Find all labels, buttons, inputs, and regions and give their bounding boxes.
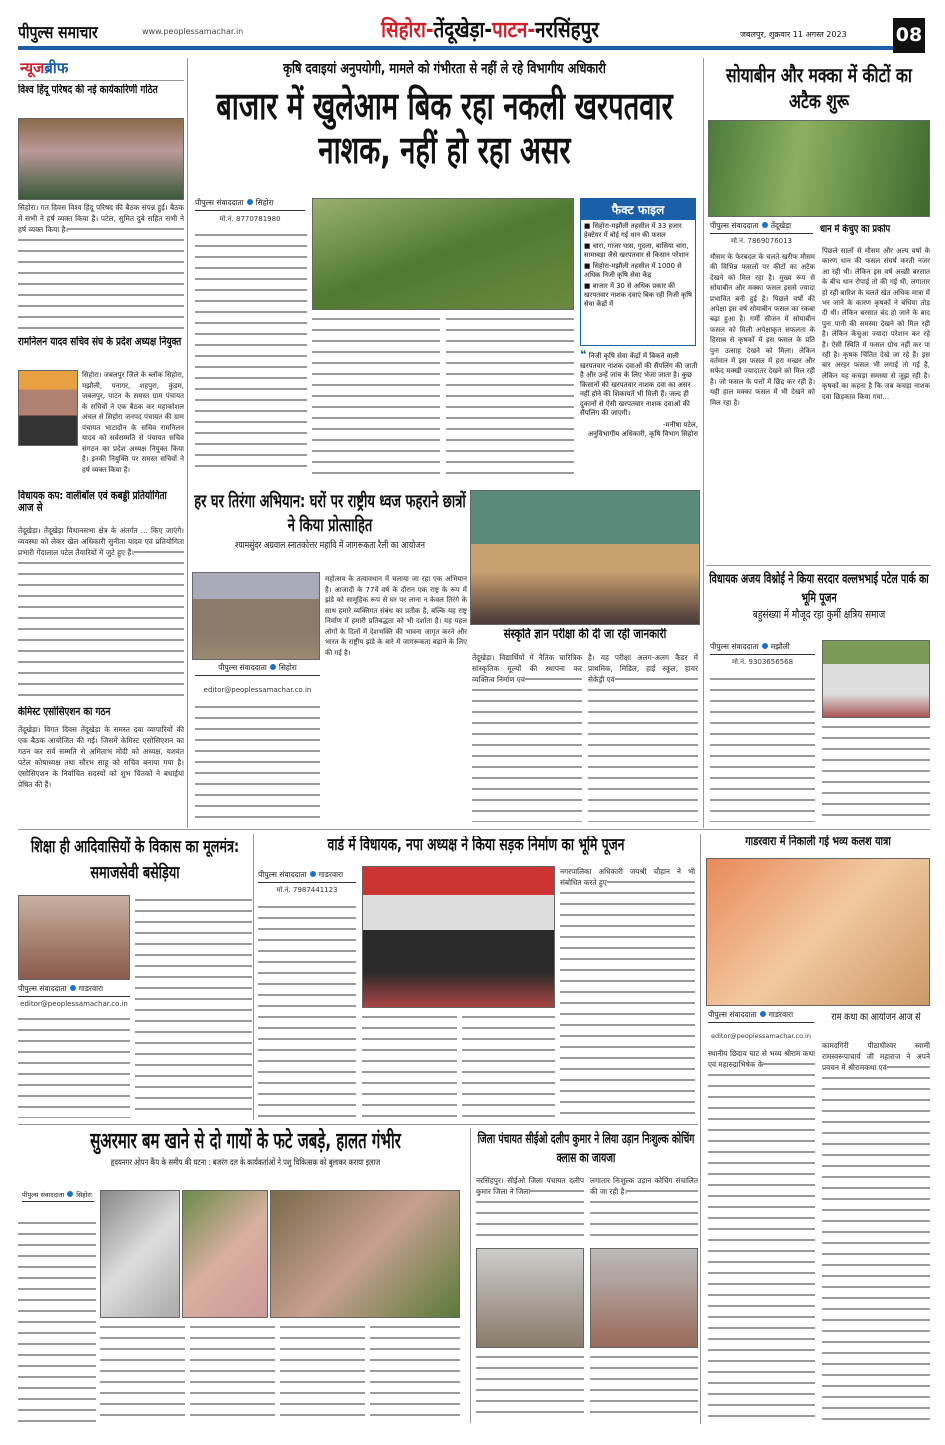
brief-text: तेंदूखेड़ा। तेंदूखेड़ा विधानसभा क्षेत्र के अंतर्गत ... किए जाएंगे। व्यवस्था को लेकर खेल अधिकारी सुनीता यादव एवं प्रतियोगिता प्रभारी गेंदालाल पटेल तैयारियों में जुटे हुए हैं। xyxy=(18,525,184,703)
ward-headline: वार्ड में विधायक, नपा अध्यक्ष ने किया सड़क निर्माण का भूमि पूजन xyxy=(327,836,625,855)
edition-part: तेंदूखेड़ा- xyxy=(433,18,493,43)
dot-icon xyxy=(67,1191,73,1197)
cow-subheading: हृदयनगर ओपन कैंप के समीप की घटना : बजरंग दल के कार्यकर्ताओं ने पशु चिकित्सक को बुलाकर कराया इलाज xyxy=(110,1158,381,1168)
cow-text xyxy=(100,1322,185,1422)
divider xyxy=(470,1128,471,1423)
group-photo xyxy=(18,118,184,200)
classroom-photo xyxy=(470,490,700,625)
cow-headline: सुअरमार बम खाने से दो गायों के फटे जबड़े, हालत गंभीर xyxy=(90,1129,401,1154)
fact-item: ■ सिहोरा-मझौली तहसील में 1000 से अधिक निजी कृषि सेवा केंद्र xyxy=(584,262,682,279)
lead-headline: बाजार में खुलेआम बिक रहा नकली खरपतवार नाशक, नहीं हो रहा असर xyxy=(216,83,673,172)
mobile-number: मो.नं. 9303656568 xyxy=(731,658,794,666)
ceo-headline: जिला पंचायत सीईओ दलीप कुमार ने लिया उड़ान निःशुल्क कोचिंग क्लास का जायजा xyxy=(477,1132,695,1166)
email: editor@peoplessamachar.co.in xyxy=(203,686,312,694)
byline: पीपुल्स संवाददाता गाडरवारा xyxy=(708,1010,814,1023)
brief-headline: केमिस्ट एसोसिएशन का गठन xyxy=(18,706,111,718)
kalash-yatra-photo xyxy=(706,858,930,1006)
ceo-text: नरसिंहपुर। सीईओ जिला पंचायत दलीप कुमार जिला ने जिला xyxy=(476,1175,584,1245)
cow-text xyxy=(190,1322,275,1422)
page-number: 08 xyxy=(893,18,925,53)
edition-part: नरसिंहपुर xyxy=(535,18,599,43)
soy-text: पिछले सालों से मौसम और अल्प वर्षा के कारण धान की फसल संघर्ष करती नजर आ रही थी। लेकिन इस वर्ष अच्छी बरसात के बीच धान रोपाई तो की गई थी, लगातार हो रही बारिश के चलते खेत अधिक मात्रा में भर जाने के कारण कृषकों ने बंधिया तोड़ दी थी। लेकिन बरसात बंद हो जाने के बाद पुनः पानी की समस्या देखने को मिल रही है। लेकिन केंचुआ ज्यादा परेशान कर रहे हैं। ऐसी स्थिति में फसल ग्रोथ नहीं कर पा रही है। कृषक चिंतित देखे जा रहे हैं। इस बार अरहर फसल भी लगाई तो गई है, लेकिन यह कचड़ा समस्या से जूझ रही है। कृषकों का कहना है कि जब कचड़ा नाशक दवा छिड़काव किया गया... xyxy=(822,247,930,401)
ward-text xyxy=(362,1012,457,1118)
shiksha-headline: शिक्षा ही आदिवासियों के विकास का मूलमंत्र: समाजसेवी बसेड़िया xyxy=(30,837,240,883)
kalash-headline: गाडरवारा में निकाली गई भव्य कलश यात्रा xyxy=(745,835,891,848)
brief-headline: विधायक कप: वालीबॉल एवं कबड्डी प्रतियोगिता आज से xyxy=(18,490,167,515)
maize-field-photo xyxy=(708,120,930,217)
shiksha-text xyxy=(18,1014,130,1118)
byline: पीपुल्स संवाददाता मझौली xyxy=(710,642,815,655)
tiranga-text xyxy=(195,702,320,820)
official-quote: ❝ निजी कृषि सेवा केंद्रों में बिकने वाली खरपतवार नाशक दवाओं की सैंपलिंग की जाती है और उन्हें जांच के लिए भेजा जाता है। कुछ किसानों की खरपतवार नाशक दवा का असर नहीं होने की शिकायतें भी मिली हैं। जल्द ही दुकानों से ऐसी खरपतवार नाशक दवाओं की सैंपलिंग की जाएगी। xyxy=(580,348,698,417)
email: editor@peoplessamachar.co.in xyxy=(20,1000,128,1008)
edition-part: सिहोरा- xyxy=(381,18,434,43)
cow-text xyxy=(280,1322,365,1422)
ward-text xyxy=(462,1012,555,1118)
ward-text: नगरपालिका अधिकारी जयश्री चौहान ने भी संबोधित करते हुए xyxy=(560,866,695,1118)
divider xyxy=(703,58,704,828)
divider xyxy=(253,834,254,1120)
divider xyxy=(18,1124,698,1125)
ceo-text: लगातार निःशुल्क उड़ान कोचिंग संचालित की जा रही है। xyxy=(590,1175,698,1245)
fact-item: ■ बाजार में 30 से अधिक प्रकार की खरपतवार नाशक दवाएं बिक रही निजी कृषि सेवा केंद्रों में xyxy=(584,282,692,308)
patel-text xyxy=(822,722,930,822)
cow-heading-block xyxy=(18,1128,473,1169)
patel-text xyxy=(710,674,815,822)
byline: पीपुल्स संवाददाता सिहोरा xyxy=(22,1190,94,1202)
soy-text: मौसम के फेरबदल के चलते खरीफ मौसम की विभिन्न फसलों पर कीटों का अटैक देखने को मिल रहा है। मुख्य रूप से सोयाबीन और मक्का फसल इससे ज्यादा प्रभावित बनी हुई है। पिछले वर्षों की अपेक्षा इस वर्ष सोयाबीन फसल का रकबा बढ़ा हुआ है। गर्मी सीजन में सोयाबीन फसल को मिली अपेक्षाकृत सफलता के हिसाब से कृषकों में इस फसल के प्रति पुनः उत्साह देखने को मिला। लेकिन वर्तमान में इस फसल में हरा मच्छर और सफेद मक्खी ज्यादातर देखने को मिल रही है। जो फसल के पत्तों में छिद्र कर रही है। यही हाल मक्का फसल में भी देखने को मिल रहा है। xyxy=(710,253,815,407)
fact-item: ■ सिहोरा-मझौली तहसील में 33 हजार हेक्टेयर में बोई गई धान की फसल xyxy=(584,222,682,239)
ceo-text xyxy=(476,1352,584,1422)
sanskriti-text: तेंदूखेड़ा। विद्यार्थियों में नैतिक चारित्रिक सांस्कृतिक मूल्यों की स्थापना कर व्यक्तित्व निर्माण एवं xyxy=(472,652,582,822)
dot-icon xyxy=(70,985,76,991)
injured-cow-photo xyxy=(100,1190,180,1318)
fact-file-title: फैक्ट फाइल xyxy=(581,199,695,220)
quote-block xyxy=(580,350,698,440)
quote-icon: ❝ xyxy=(580,348,587,361)
ward-text xyxy=(258,902,356,1118)
fact-file-box xyxy=(580,198,696,346)
cow-text xyxy=(370,1322,460,1422)
divider xyxy=(18,829,930,830)
dot-icon xyxy=(762,222,768,228)
lead-text xyxy=(312,314,440,474)
portrait-photo xyxy=(18,370,78,446)
website-link[interactable]: www.peoplessamachar.in xyxy=(142,27,244,36)
news-brief-word: ब्रीफ xyxy=(44,59,69,77)
dot-icon xyxy=(762,643,768,649)
divider xyxy=(187,58,188,828)
soy-headline: सोयाबीन और मक्का में कीटों का अटैक शुरू xyxy=(726,63,912,113)
news-brief-word: न्यूज xyxy=(20,59,45,77)
header-rule xyxy=(18,46,893,50)
news-brief-label xyxy=(20,58,68,78)
tribal-event-photo xyxy=(18,895,130,980)
kalash-text: कामदगिरी पीठाधीश्वर स्वामी रामस्वरूपाचार्य जी महाराज ने अपने प्रवचन में श्रीरामकथा एवं xyxy=(822,1040,930,1423)
edition-part: पाटन- xyxy=(492,18,536,43)
divider xyxy=(706,565,931,566)
quote-author: -मनीषा पटेल, अनुविभागीय अधिकारी, कृषि विभाग सिहोरा xyxy=(587,420,698,438)
bhoomi-pujan-photo xyxy=(822,640,930,718)
kalash-text: स्थानीय छिदाव घाट से भव्य श्रीराम कथा एवं महारुद्राभिषेक के xyxy=(708,1048,815,1423)
brief-text: सिहोरा। गत दिवस विश्व हिंदू परिषद की बैठक संपन्न हुई। बैठक में सभी ने हर्ष व्यक्त किया है। पटेल, सुमित दुबे सहित सभी ने हर्ष व्यक्त किया है। xyxy=(18,202,184,334)
patel-heading-block xyxy=(706,570,932,621)
spraying-field-photo xyxy=(312,198,574,310)
brief-text: सिहोरा। जबलपुर जिले के ब्लॉक सिहोरा, मझौली, पनागर, शहपुरा, कुंडम, जबलपुर, पाटन के समस्त ग्राम पंचायत के सचिवों ने एक बैठक कर महाकोशल अंचल से सिहोरा जनपद पंचायत की ग्राम पंचायत भाटादौन के सचिव रामनिलन यादव को सर्वसम्मति से पंचायत सचिव संगठन का प्रदेश अध्यक्ष नियुक्त किया है। इनकी नियुक्ति पर समस्त सचिवों ने हर्ष व्यक्त किया है। xyxy=(82,371,184,474)
divider xyxy=(700,834,701,1424)
fact-item: ■ चारा, गाजर घास, गुदला, बासिया चारा, सामाबड़ा जैसे खरपतवार से किसान परेशान xyxy=(584,242,689,259)
edition-title xyxy=(330,14,650,44)
rally-photo xyxy=(192,572,320,660)
tiranga-heading-block xyxy=(190,490,470,552)
kalash-subheading: राम कथा का आयोजन आज से xyxy=(831,1012,921,1023)
coaching-class-photo xyxy=(590,1248,698,1348)
masthead-logo[interactable]: पीपुल्स समाचार xyxy=(18,23,98,43)
injured-cow-photo xyxy=(270,1190,460,1318)
email: editor@peoplessamachar.co.in xyxy=(711,1032,811,1040)
brief-headline: विश्व हिंदू परिषद की नई कार्यकारिणी गठित xyxy=(18,84,158,96)
issue-date: जबलपुर, शुक्रवार 11 अगस्त 2023 xyxy=(740,30,847,39)
byline: पीपुल्स संवाददाता सिहोरा xyxy=(195,198,305,211)
cow-text xyxy=(18,1218,96,1423)
patel-headline: विधायक अजय विश्नोई ने किया सरदार वल्लभभाई पटेल पार्क का भूमि पूजन xyxy=(709,572,929,606)
byline: पीपुल्स संवाददाता गाडरवारा xyxy=(18,984,130,997)
byline: पीपुल्स संवाददाता गाडरवारा xyxy=(258,870,356,883)
sanskriti-text: है। यह परीक्षा अलग-अलग कैडर में प्राथमिक, मिडिल, हाई स्कूल, हायर सेकेंड्री एवं xyxy=(588,652,698,822)
sanskriti-headline: संस्कृति ज्ञान परीक्षा की दी जा रही जानकारी xyxy=(503,628,667,642)
tiranga-subheading: श्यामसुंदर अग्रवाल स्नातकोत्तर महावि में जागरूकता रैली का आयोजन xyxy=(234,540,426,551)
lead-heading-block xyxy=(192,62,697,172)
byline: पीपुल्स संवाददाता तेंदूखेड़ा xyxy=(710,221,813,234)
mobile-number: मो.नं. 7987441123 xyxy=(276,886,338,894)
dot-icon xyxy=(760,1011,766,1017)
mobile-number: मो.नं. 7869076013 xyxy=(730,237,793,245)
brief-headline: रामनिलन यादव सचिव संघ के प्रदेश अध्यक्ष नियुक्त xyxy=(18,336,182,348)
road-pujan-photo xyxy=(362,866,555,1008)
tiranga-headline: हर घर तिरंगा अभियान: घरों पर राष्ट्रीय ध्वज फहराने छात्रों ने किया प्रोत्साहित xyxy=(194,491,466,536)
soy-subheading: धान में केंचुए का प्रकोप xyxy=(820,224,891,235)
brief-text: तेंदूखेड़ा। विगत दिवस तेंदूखेड़ा के समस्त दवा व्यापारियों की एक बैठक आयोजित की गई। जिसमें केमिस्ट एसोसिएशन का गठन कर सर्व सम्मति से अमिताभ मोदी को अध्यक्ष, यशवंत पटेल कोषाध्यक्ष तथा सौरभ साहू को सचिव बनाया गया है। एसोसिएशन के निर्वाचित सदस्यों को शुभ चिंतकों ने बधाईयां प्रेषित की हैं। xyxy=(18,725,184,789)
dot-icon xyxy=(270,664,276,670)
patel-subheading: बहुसंख्या में मौजूद रहा कुर्मी क्षत्रिय समाज xyxy=(752,608,886,621)
dot-icon xyxy=(247,199,253,205)
shiksha-text xyxy=(135,895,252,1118)
lead-text xyxy=(195,230,307,473)
mobile-number: मो.नं. 8770781980 xyxy=(219,215,281,223)
divider xyxy=(18,80,184,81)
byline: पीपुल्स संवाददाता सिहोरा xyxy=(195,663,320,676)
dot-icon xyxy=(310,871,316,877)
coaching-class-photo xyxy=(476,1248,584,1348)
ceo-text xyxy=(590,1352,698,1422)
injured-cow-photo xyxy=(182,1190,268,1318)
tiranga-text: महोत्सव के तत्वावधान में चलाया जा रहा एक अभियान है। आजादी के 77वें वर्ष के दौरान एक राष्ट्र के रूप में झंडे को सामूहिक रूप से घर पर लाना न केवल तिरंगे के साथ हमारे व्यक्तिगत संबंध का प्रतीक है, बल्कि यह राष्ट्र निर्माण में हमारी प्रतिबद्धता को भी दर्शाता है। यह पहल लोगों के दिलों में देशभक्ति की भावना जागृत करने और भारत के राष्ट्रीय झंडे के बारे में जागरूकता बढ़ाने के लिए की गई है। xyxy=(325,575,467,657)
lead-kicker: कृषि दवाइयां अनुपयोगी, मामले को गंभीरता से नहीं ले रहे विभागीय अधिकारी xyxy=(283,61,606,77)
lead-text xyxy=(446,314,574,474)
